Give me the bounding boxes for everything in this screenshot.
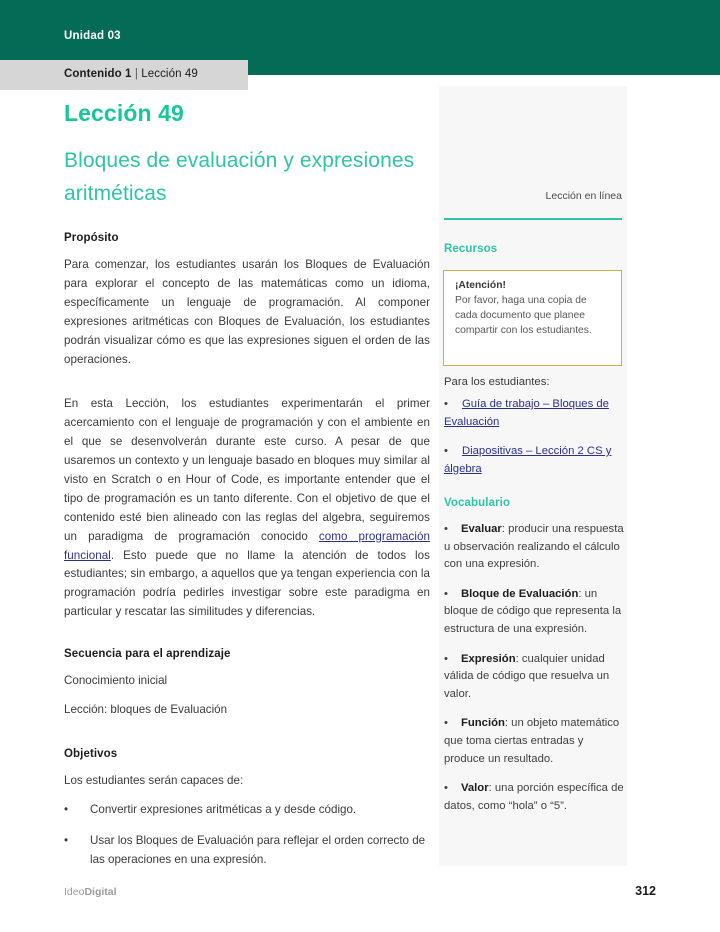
vocabulary-definition: : producir una respuesta u observación realizando el cálculo con una expresión. — [444, 523, 624, 571]
resource-links-list — [444, 396, 624, 490]
sequence-heading: Secuencia para el aprendizaje — [64, 648, 231, 661]
list-item — [444, 780, 626, 815]
objective-text: Convertir expresiones aritméticas a y desde código. — [90, 802, 357, 816]
bullet-icon: • — [64, 833, 69, 847]
attention-note — [443, 270, 622, 366]
main-content — [64, 100, 430, 881]
vocabulary-heading: Vocabulario — [444, 497, 511, 509]
footer-brand — [64, 886, 117, 898]
vocabulary-term: Expresión — [460, 652, 516, 665]
online-lesson-label: Lección en línea — [545, 190, 622, 202]
vocabulary-definition: : un objeto matemático que toma ciertas entradas y produce un resultado. — [444, 717, 620, 765]
sequence-line-2: Lección: bloques de Evaluación — [64, 703, 228, 717]
list-item — [444, 396, 624, 431]
bullet-icon: • — [444, 652, 448, 665]
breadcrumb-separator: | — [134, 68, 138, 80]
list-item — [64, 801, 430, 820]
vocabulary-definition: : un bloque de código que representa la estructura de una expresión. — [444, 587, 622, 636]
resources-heading: Recursos — [444, 243, 498, 255]
attention-title: ¡Atención! — [455, 280, 506, 291]
bullet-icon: • — [444, 398, 448, 410]
vocabulary-list — [444, 521, 626, 828]
vocabulary-term: Evaluar — [460, 523, 502, 535]
unit-label: Unidad 03 — [64, 30, 121, 42]
purpose-paragraph-2 — [64, 395, 430, 622]
resource-link-guia-de-trabajo[interactable]: Guía de trabajo – Bloques de Evaluación — [444, 398, 609, 428]
paragraph-text-post: . Esto puede que no llame la atención de todos los estudiantes; sin embargo, a aquellos que ya tengan experiencia con la programación podría pedirles investigar sobre este paradigma en particular y rescatar las similitudes y diferencias. — [64, 548, 430, 619]
list-item — [444, 586, 626, 639]
objective-text: Usar los Bloques de Evaluación para reflejar el orden correcto de las operaciones en una expresión. — [90, 833, 426, 866]
sidebar-divider — [444, 218, 622, 220]
functional-programming-link[interactable]: como programación funcional — [64, 529, 431, 562]
vocabulary-term: Función — [460, 717, 505, 730]
vocabulary-definition: : cualquier unidad válida de código que resuelva un valor. — [444, 652, 610, 700]
page-title: Bloques de evaluación y expresiones aritméticas — [64, 149, 415, 205]
list-item — [444, 651, 626, 704]
list-item — [444, 715, 626, 768]
resource-link-diapositivas[interactable]: Diapositivas – Lección 2 CS y álgebra — [444, 445, 612, 475]
sequence-line-1: Conocimiento inicial — [64, 674, 168, 688]
list-item — [64, 832, 430, 870]
attention-body: Por favor, haga una copia de cada documento que planee compartir con los estudiantes. — [455, 295, 592, 337]
students-lead-label: Para los estudiantes: — [444, 376, 550, 388]
objectives-heading: Objetivos — [64, 747, 118, 760]
bullet-icon: • — [64, 802, 69, 816]
objectives-lead: Los estudiantes serán capaces de: — [64, 773, 244, 787]
list-item — [444, 443, 624, 478]
page-number: 312 — [635, 884, 656, 898]
bullet-icon: • — [444, 587, 448, 600]
purpose-heading: Propósito — [64, 232, 119, 245]
paragraph-text-pre: En esta Lección, los estudiantes experimentarán el primer acercamiento con el lenguaje de programación y con el ambiente en el que se desenvolverán durante este curso. A pesar de que usaremos un contexto y un lenguaje basado en bloques muy similar al visto en Scratch o en Hour of Code, es importante entender que el tipo de programación es un tanto diferente. Con el objetivo de que el contenido esté bien alineado con las reglas del algebra, seguiremos un paradigma de programación conocido — [64, 397, 430, 543]
lesson-number: Lección 49 — [64, 100, 184, 126]
bullet-icon: • — [444, 717, 448, 730]
bullet-icon: • — [444, 523, 448, 535]
breadcrumb-content: Contenido 1 — [64, 68, 132, 80]
vocabulary-term: Valor — [460, 782, 489, 795]
list-item — [444, 521, 626, 574]
breadcrumb — [64, 68, 198, 80]
brand-light: Ideo — [64, 886, 85, 898]
purpose-paragraph-1: Para comenzar, los estudiantes usarán los Bloques de Evaluación para explorar el concepto de las matemáticas como un idioma, específicamente un lenguaje de programación. Al componer expresiones aritméticas con Bloques de Evaluación, los estudiantes podrán visualizar cómo es que las expresiones siguen el orden de las operaciones. — [64, 258, 430, 366]
breadcrumb-lesson: Lección 49 — [141, 68, 198, 80]
vocabulary-definition: : una porción específica de datos, como “hola” o “5”. — [444, 782, 624, 812]
vocabulary-term: Bloque de Evaluación — [460, 587, 579, 600]
brand-bold: Digital — [84, 886, 117, 898]
bullet-icon: • — [444, 445, 448, 457]
bullet-icon: • — [444, 782, 448, 795]
